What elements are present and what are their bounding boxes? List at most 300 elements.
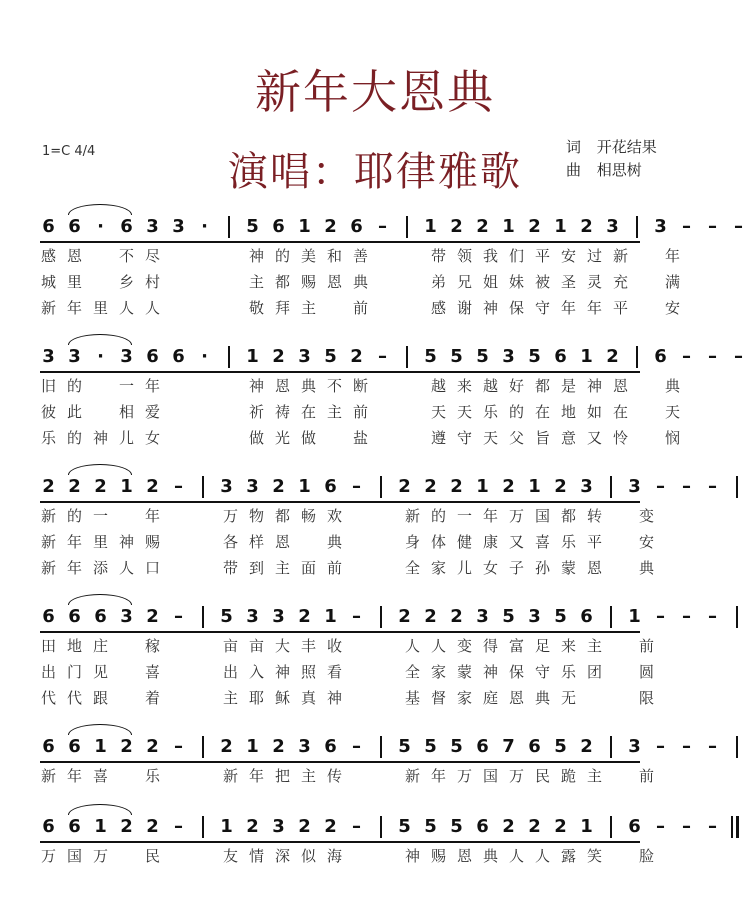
note: 2 <box>502 816 515 837</box>
lyric-syllable: 灵 <box>586 273 602 291</box>
note: 5 <box>502 606 515 627</box>
note: 1 <box>628 606 641 627</box>
lyric-syllable: 全 <box>404 663 420 681</box>
lyric-syllable: 蒙 <box>560 559 576 577</box>
lyric-syllable: 万 <box>456 767 472 785</box>
dash-mark: – <box>708 346 717 367</box>
tie-arc <box>68 724 132 735</box>
lyric-syllable: 光 <box>274 429 290 447</box>
lyric-syllable: 面 <box>300 559 316 577</box>
note: 2 <box>324 216 337 237</box>
lyric-syllable: 主 <box>300 299 316 317</box>
lyric-syllable: 无 <box>560 689 576 707</box>
lyric-syllable: 代 <box>40 689 56 707</box>
barline <box>636 346 638 368</box>
composer: 相思树 <box>596 161 642 179</box>
lyric-syllable: 新 <box>40 533 56 551</box>
lyric-syllable: 丰 <box>300 637 316 655</box>
note: 3 <box>120 346 133 367</box>
note: 2 <box>606 346 619 367</box>
note: 2 <box>272 346 285 367</box>
lyric-syllable: 家 <box>430 559 446 577</box>
lyric-syllable: 新 <box>40 507 56 525</box>
note: 1 <box>94 816 107 837</box>
lyric-syllable: 国 <box>482 767 498 785</box>
dash-mark: – <box>352 736 361 757</box>
note: 2 <box>528 816 541 837</box>
note: 5 <box>554 606 567 627</box>
note: 1 <box>94 736 107 757</box>
note: 1 <box>324 606 337 627</box>
lyric-syllable: 国 <box>66 847 82 865</box>
dash-mark: – <box>708 736 717 757</box>
lyric-syllable: 新 <box>40 767 56 785</box>
lyric-syllable: 好 <box>508 377 524 395</box>
final-barline-thin <box>731 816 733 838</box>
note: 3 <box>146 216 159 237</box>
note: 6 <box>42 216 55 237</box>
note: 2 <box>424 606 437 627</box>
lyric-syllable: 年 <box>144 377 160 395</box>
lyric-syllable: 跟 <box>92 689 108 707</box>
tie-arc <box>68 334 132 345</box>
lyric-syllable: 神 <box>586 377 602 395</box>
note: 2 <box>146 736 159 757</box>
lyric-syllable: 变 <box>456 637 472 655</box>
lyric-syllable: 平 <box>586 533 602 551</box>
lyric-syllable: 天 <box>430 403 446 421</box>
final-barline <box>736 816 739 838</box>
note: 6 <box>94 606 107 627</box>
note: 5 <box>424 346 437 367</box>
lyric-syllable: 乐 <box>560 533 576 551</box>
barline <box>406 216 408 238</box>
lyric-syllable: 天 <box>456 403 472 421</box>
lyric-syllable: 断 <box>352 377 368 395</box>
note: 1 <box>554 216 567 237</box>
lyric-syllable: 弟 <box>430 273 446 291</box>
score-system <box>0 214 750 324</box>
lyric-syllable: 传 <box>326 767 342 785</box>
lyric-syllable: 和 <box>326 247 342 265</box>
lyric-syllable: 安 <box>664 299 680 317</box>
lyric-syllable: 万 <box>508 507 524 525</box>
lyric-syllable: 儿 <box>118 429 134 447</box>
lyric-syllable: 典 <box>326 533 342 551</box>
lyric-syllable: 乐 <box>560 663 576 681</box>
lyric-syllable: 亩 <box>248 637 264 655</box>
dot-mark: · <box>201 216 208 237</box>
note: 6 <box>476 736 489 757</box>
score-system <box>0 604 750 714</box>
lyric-syllable: 一 <box>92 507 108 525</box>
lyric-syllable: 主 <box>586 637 602 655</box>
song-title: 新年大恩典 <box>255 65 495 119</box>
note: 3 <box>42 346 55 367</box>
lyric-syllable: 女 <box>144 429 160 447</box>
lyric-syllable: 保 <box>508 299 524 317</box>
lyric-syllable: 爱 <box>144 403 160 421</box>
lyric-syllable: 身 <box>404 533 420 551</box>
note: 1 <box>502 216 515 237</box>
note: 5 <box>324 346 337 367</box>
lyric-syllable: 口 <box>144 559 160 577</box>
lyric-syllable: 入 <box>248 663 264 681</box>
lyric-syllable: 乐 <box>144 767 160 785</box>
lyric-syllable: 典 <box>638 559 654 577</box>
lyric-syllable: 地 <box>66 637 82 655</box>
note: 1 <box>246 736 259 757</box>
notation-line <box>40 734 717 760</box>
note: 3 <box>298 346 311 367</box>
barline <box>380 476 382 498</box>
lyric-syllable: 万 <box>92 847 108 865</box>
lyric-syllable: 做 <box>300 429 316 447</box>
note: 2 <box>398 476 411 497</box>
lyric-syllable: 恩 <box>274 533 290 551</box>
lyric-syllable: 来 <box>456 377 472 395</box>
lyric-syllable: 年 <box>66 533 82 551</box>
barline <box>636 216 638 238</box>
note: 5 <box>424 816 437 837</box>
lyric-syllable: 恩 <box>326 273 342 291</box>
lyric-syllable: 恩 <box>612 377 628 395</box>
barline <box>406 346 408 368</box>
beam-underline <box>40 631 640 633</box>
note: 2 <box>324 816 337 837</box>
lyric-syllable: 天 <box>482 429 498 447</box>
lyric-syllable: 的 <box>66 377 82 395</box>
lyric-syllable: 不 <box>118 247 134 265</box>
note: 2 <box>146 816 159 837</box>
lyric-syllable: 年 <box>66 299 82 317</box>
lyric-syllable: 人 <box>404 637 420 655</box>
lyric-syllable: 跪 <box>560 767 576 785</box>
barline <box>610 816 612 838</box>
lyric-syllable: 真 <box>300 689 316 707</box>
lyric-syllable: 里 <box>92 533 108 551</box>
lyric-syllable: 大 <box>274 637 290 655</box>
lyric-syllable: 在 <box>534 403 550 421</box>
note: 6 <box>42 606 55 627</box>
note: 6 <box>272 216 285 237</box>
dash-mark: – <box>656 736 665 757</box>
lyric-syllable: 喜 <box>534 533 550 551</box>
lyric-syllable: 带 <box>430 247 446 265</box>
lyric-syllable: 恩 <box>456 847 472 865</box>
barline <box>736 476 738 498</box>
lyric-syllable: 家 <box>456 689 472 707</box>
lyric-syllable: 盐 <box>352 429 368 447</box>
lyric-syllable: 欢 <box>326 507 342 525</box>
note: 6 <box>68 816 81 837</box>
note: 6 <box>580 606 593 627</box>
note: 2 <box>554 476 567 497</box>
lyric-syllable: 民 <box>534 767 550 785</box>
lyric-syllable: 恩 <box>586 559 602 577</box>
note: 2 <box>298 606 311 627</box>
note: 6 <box>628 816 641 837</box>
note: 6 <box>350 216 363 237</box>
barline <box>610 476 612 498</box>
note: 6 <box>68 216 81 237</box>
credits <box>566 136 657 182</box>
note: 1 <box>528 476 541 497</box>
dash-mark: – <box>682 216 691 237</box>
lyric-syllable: 健 <box>456 533 472 551</box>
lyric-syllable: 前 <box>352 299 368 317</box>
lyric-syllable: 各 <box>222 533 238 551</box>
note: 2 <box>528 216 541 237</box>
lyric-syllable: 美 <box>300 247 316 265</box>
lyric-syllable: 又 <box>508 533 524 551</box>
note: 5 <box>528 346 541 367</box>
note: 2 <box>220 736 233 757</box>
lyric-syllable: 圣 <box>560 273 576 291</box>
lyric-syllable: 父 <box>508 429 524 447</box>
lyric-syllable: 的 <box>274 247 290 265</box>
lyric-syllable: 似 <box>300 847 316 865</box>
lyric-syllable: 守 <box>534 663 550 681</box>
note: 6 <box>324 736 337 757</box>
lyric-syllable: 带 <box>222 559 238 577</box>
note: 2 <box>424 476 437 497</box>
dash-mark: – <box>174 736 183 757</box>
barline <box>380 606 382 628</box>
lyric-syllable: 保 <box>508 663 524 681</box>
note: 6 <box>120 216 133 237</box>
dash-mark: – <box>352 606 361 627</box>
lyric-syllable: 年 <box>482 507 498 525</box>
note: 6 <box>42 736 55 757</box>
lyric-syllable: 友 <box>222 847 238 865</box>
lyric-syllable: 主 <box>300 767 316 785</box>
lyric-syllable: 人 <box>508 847 524 865</box>
note: 2 <box>272 476 285 497</box>
barline <box>736 736 738 758</box>
lyric-syllable: 主 <box>274 559 290 577</box>
lyric-syllable: 谢 <box>456 299 472 317</box>
barline <box>380 736 382 758</box>
lyric-syllable: 乐 <box>482 403 498 421</box>
dash-mark: – <box>352 816 361 837</box>
note: 5 <box>424 736 437 757</box>
lyric-syllable: 天 <box>664 403 680 421</box>
lyric-syllable: 新 <box>612 247 628 265</box>
lyric-syllable: 相 <box>118 403 134 421</box>
lyric-syllable: 在 <box>612 403 628 421</box>
lyric-syllable: 做 <box>248 429 264 447</box>
lyric-syllable: 年 <box>248 767 264 785</box>
lyric-syllable: 万 <box>222 507 238 525</box>
dash-mark: – <box>682 736 691 757</box>
note: 2 <box>146 476 159 497</box>
note: 3 <box>120 606 133 627</box>
lyric-syllable: 里 <box>66 273 82 291</box>
lyric-syllable: 人 <box>118 299 134 317</box>
dash-mark: – <box>174 816 183 837</box>
lyric-syllable: 恩 <box>508 689 524 707</box>
lyric-syllable: 平 <box>534 247 550 265</box>
lyric-syllable: 神 <box>404 847 420 865</box>
notation-line <box>40 474 717 500</box>
dot-mark: · <box>201 346 208 367</box>
note: 2 <box>476 216 489 237</box>
dot-mark: · <box>97 346 104 367</box>
lyric-syllable: 富 <box>508 637 524 655</box>
note: 1 <box>298 216 311 237</box>
lyric-syllable: 一 <box>456 507 472 525</box>
lyric-syllable: 拜 <box>274 299 290 317</box>
lyric-syllable: 兄 <box>456 273 472 291</box>
dash-mark: – <box>708 816 717 837</box>
lyric-syllable: 守 <box>534 299 550 317</box>
note: 2 <box>272 736 285 757</box>
note: 2 <box>298 816 311 837</box>
barline <box>202 736 204 758</box>
note: 2 <box>398 606 411 627</box>
note: 3 <box>502 346 515 367</box>
lyric-syllable: 新 <box>40 559 56 577</box>
lyric-syllable: 都 <box>560 507 576 525</box>
lyric-syllable: 深 <box>274 847 290 865</box>
lyric-syllable: 典 <box>300 377 316 395</box>
note: 1 <box>246 346 259 367</box>
key-signature: 1=C 4/4 <box>42 144 96 159</box>
note: 2 <box>450 606 463 627</box>
lyric-syllable: 全 <box>404 559 420 577</box>
lyric-syllable: 收 <box>326 637 342 655</box>
lyric-syllable: 安 <box>560 247 576 265</box>
lyric-syllable: 基 <box>404 689 420 707</box>
score-system <box>0 474 750 584</box>
note: 6 <box>42 816 55 837</box>
lyric-syllable: 家 <box>430 663 446 681</box>
tie-arc <box>68 204 132 215</box>
lyric-syllable: 如 <box>586 403 602 421</box>
lyric-syllable: 得 <box>482 637 498 655</box>
lyric-syllable: 的 <box>66 507 82 525</box>
note: 5 <box>450 736 463 757</box>
lyricist: 开花结果 <box>596 138 657 156</box>
lyric-syllable: 我 <box>482 247 498 265</box>
lyric-syllable: 庄 <box>92 637 108 655</box>
lyric-syllable: 恩 <box>274 377 290 395</box>
lyric-syllable: 的 <box>508 403 524 421</box>
lyric-syllable: 照 <box>300 663 316 681</box>
beam-underline <box>40 761 640 763</box>
note: 5 <box>246 216 259 237</box>
lyric-syllable: 赐 <box>300 273 316 291</box>
lyric-syllable: 出 <box>222 663 238 681</box>
lyrics-label: 词 <box>566 138 582 156</box>
lyric-syllable: 乐 <box>40 429 56 447</box>
note: 3 <box>606 216 619 237</box>
lyric-syllable: 限 <box>638 689 654 707</box>
lyric-syllable: 敬 <box>248 299 264 317</box>
note: 3 <box>628 476 641 497</box>
barline <box>202 606 204 628</box>
lyric-syllable: 又 <box>586 429 602 447</box>
lyric-syllable: 民 <box>144 847 160 865</box>
lyric-syllable: 善 <box>352 247 368 265</box>
lyric-syllable: 体 <box>430 533 446 551</box>
lyric-syllable: 尽 <box>144 247 160 265</box>
note: 3 <box>172 216 185 237</box>
lyric-syllable: 团 <box>586 663 602 681</box>
note: 2 <box>502 476 515 497</box>
note: 3 <box>246 606 259 627</box>
dash-mark: – <box>378 216 387 237</box>
note: 5 <box>450 346 463 367</box>
barline <box>610 606 612 628</box>
note: 3 <box>246 476 259 497</box>
barline <box>202 816 204 838</box>
lyric-syllable: 耶 <box>248 689 264 707</box>
barline <box>202 476 204 498</box>
note: 2 <box>146 606 159 627</box>
lyric-syllable: 新 <box>40 299 56 317</box>
note: 6 <box>68 606 81 627</box>
beam-underline <box>40 841 640 843</box>
lyric-syllable: 被 <box>534 273 550 291</box>
lyric-syllable: 典 <box>534 689 550 707</box>
note: 5 <box>476 346 489 367</box>
note: 2 <box>450 476 463 497</box>
note: 2 <box>246 816 259 837</box>
lyric-syllable: 转 <box>586 507 602 525</box>
note: 1 <box>120 476 133 497</box>
lyric-syllable: 安 <box>638 533 654 551</box>
dot-mark: · <box>97 216 104 237</box>
lyric-syllable: 旧 <box>40 377 56 395</box>
tie-arc <box>68 594 132 605</box>
lyric-syllable: 感 <box>40 247 56 265</box>
lyric-syllable: 主 <box>222 689 238 707</box>
lyric-syllable: 女 <box>482 559 498 577</box>
lyric-syllable: 变 <box>638 507 654 525</box>
dash-mark: – <box>682 816 691 837</box>
lyric-syllable: 督 <box>430 689 446 707</box>
lyric-syllable: 庭 <box>482 689 498 707</box>
note: 5 <box>398 736 411 757</box>
note: 3 <box>220 476 233 497</box>
dash-mark: – <box>682 346 691 367</box>
dash-mark: – <box>682 476 691 497</box>
lyric-syllable: 来 <box>560 637 576 655</box>
lyric-syllable: 赐 <box>144 533 160 551</box>
lyric-syllable: 稣 <box>274 689 290 707</box>
lyric-syllable: 一 <box>118 377 134 395</box>
lyric-syllable: 神 <box>326 689 342 707</box>
lyric-syllable: 典 <box>664 377 680 395</box>
note: 3 <box>272 816 285 837</box>
lyric-syllable: 主 <box>248 273 264 291</box>
note: 6 <box>476 816 489 837</box>
lyric-syllable: 们 <box>508 247 524 265</box>
lyric-syllable: 赐 <box>430 847 446 865</box>
barline <box>228 216 230 238</box>
lyric-syllable: 新 <box>404 767 420 785</box>
lyric-syllable: 祷 <box>274 403 290 421</box>
note: 6 <box>146 346 159 367</box>
lyric-syllable: 代 <box>66 689 82 707</box>
music-label: 曲 <box>566 161 582 179</box>
lyric-syllable: 人 <box>430 637 446 655</box>
lyric-syllable: 出 <box>40 663 56 681</box>
lyric-syllable: 此 <box>66 403 82 421</box>
lyric-syllable: 里 <box>92 299 108 317</box>
